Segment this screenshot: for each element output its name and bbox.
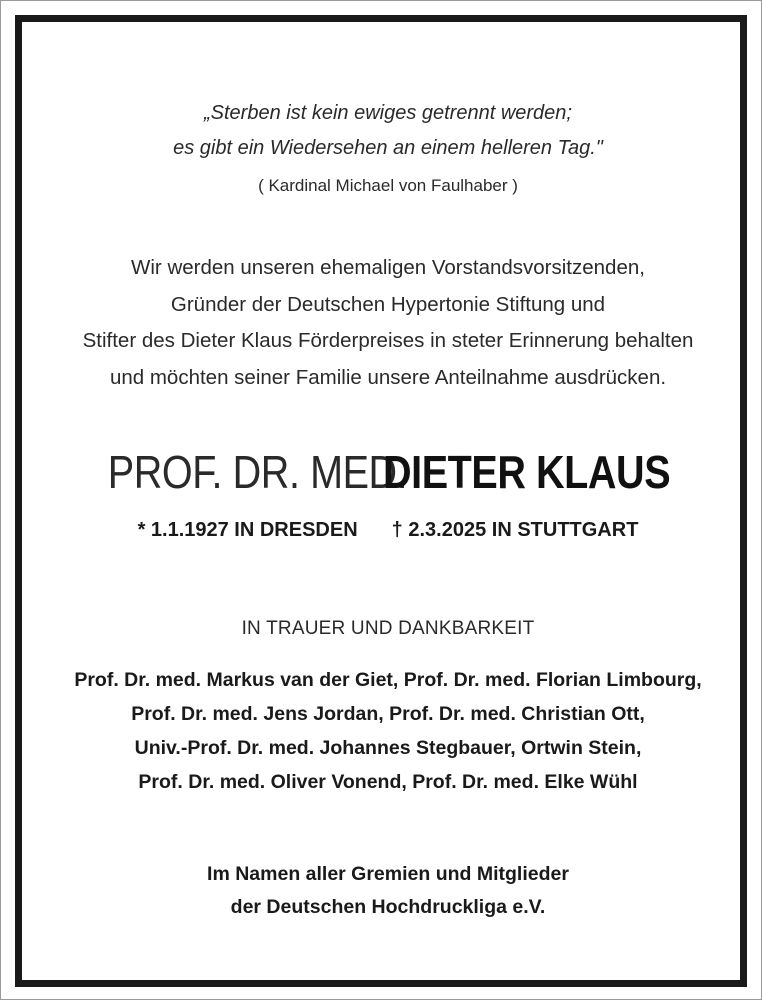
- intro-text: [22, 250, 754, 396]
- deceased-name: [22, 444, 754, 500]
- signers-line: Prof. Dr. med. Jens Jordan, Prof. Dr. med. Christian Ott,: [131, 703, 645, 725]
- quote: [22, 96, 754, 166]
- quote-line: „Sterben ist kein ewiges getrennt werden;: [204, 102, 572, 124]
- intro-line: Gründer der Deutschen Hypertonie Stiftung und: [170, 292, 606, 316]
- quote-source: ( Kardinal Michael von Faulhaber ): [258, 176, 518, 195]
- deceased-title: PROF. DR. MED.: [107, 446, 408, 498]
- quote-line: es gibt ein Wiedersehen an einem helleren Tag.": [173, 137, 603, 159]
- deceased-fullname: DIETER KLAUS: [383, 446, 671, 498]
- signers-line: Univ.-Prof. Dr. med. Johannes Stegbauer, Ortwin Stein,: [134, 737, 642, 759]
- closing-line: der Deutschen Hochdruckliga e.V.: [230, 896, 546, 918]
- closing-text: [22, 858, 754, 924]
- obituary-frame: [15, 15, 747, 987]
- signers-line: Prof. Dr. med. Markus van der Giet, Prof. Dr. med. Florian Limbourg,: [74, 669, 702, 691]
- signers-list: [22, 663, 754, 799]
- signers-line: Prof. Dr. med. Oliver Vonend, Prof. Dr. med. Elke Wühl: [138, 771, 638, 793]
- intro-line: Stifter des Dieter Klaus Förderpreises in steter Erinnerung behalten: [82, 329, 694, 352]
- life-dates: [22, 519, 754, 542]
- death-date: † 2.3.2025 IN STUTTGART: [391, 519, 639, 541]
- mourning-heading: IN TRAUER UND DANKBARKEIT: [241, 618, 535, 639]
- birth-date: * 1.1.1927 IN DRESDEN: [137, 519, 358, 541]
- intro-line: Wir werden unseren ehemaligen Vorstandsvorsitzenden,: [131, 256, 645, 279]
- intro-line: und möchten seiner Familie unsere Anteilnahme ausdrücken.: [109, 365, 667, 389]
- closing-line: Im Namen aller Gremien und Mitglieder: [207, 863, 569, 885]
